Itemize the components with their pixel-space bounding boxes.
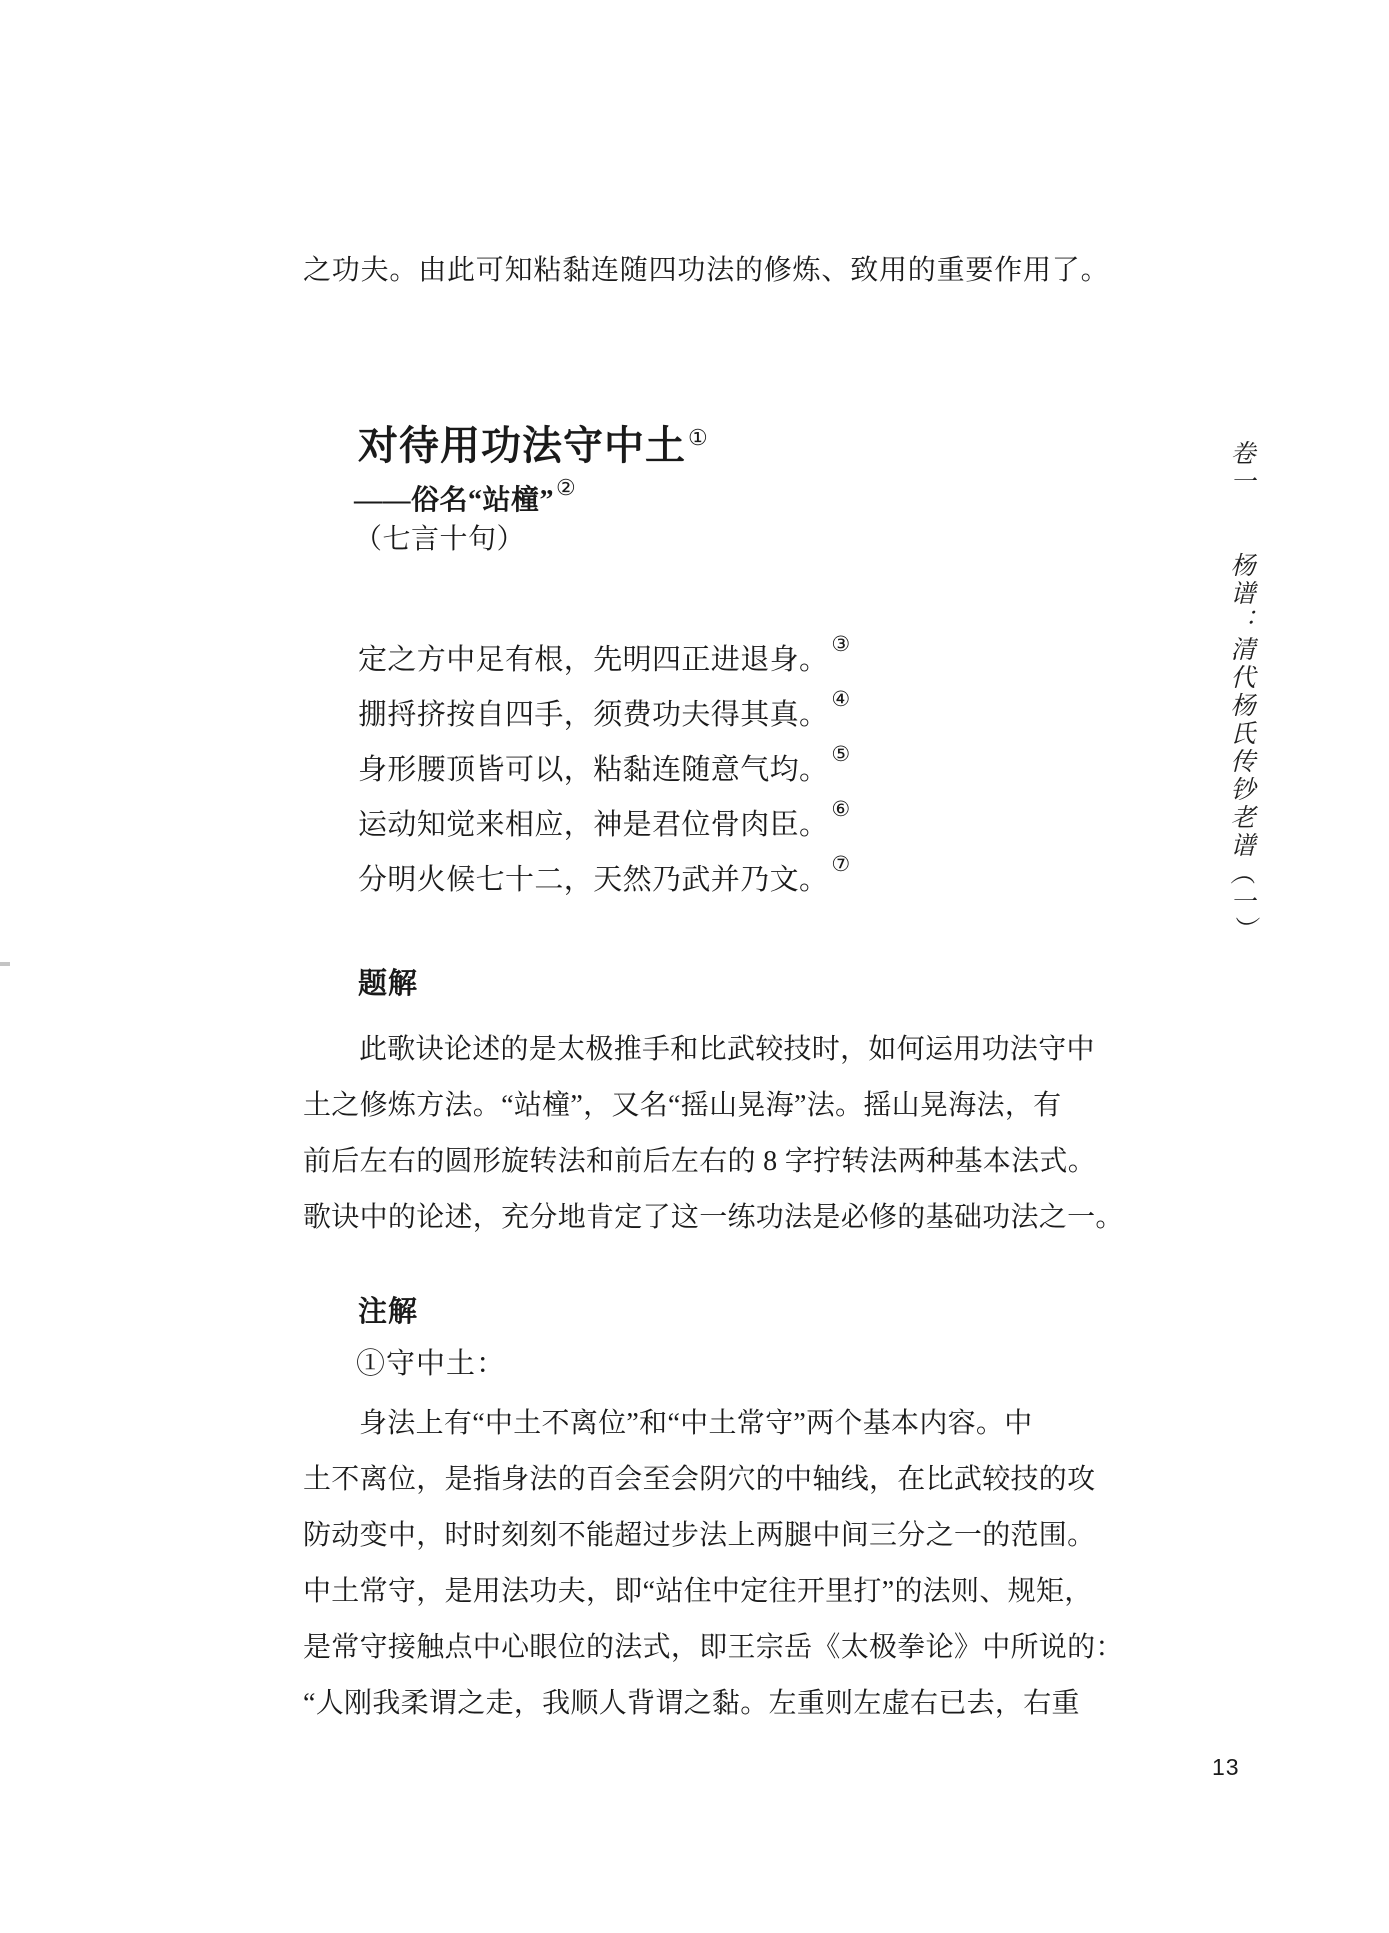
poem-title-text: 对待用功法守中土 (358, 423, 686, 468)
zhujie-paragraph (303, 1396, 1124, 1732)
text-line: 土不离位，是指身法的百会至会阴穴的中轴线，在比武较技的攻 (303, 1464, 1096, 1495)
note-item-label: ①守中土： (356, 1348, 507, 1380)
verse-line (358, 795, 851, 850)
verse-note-ref: ⑥ (831, 797, 851, 821)
verse-text: 分明火候七十二，天然乃武并乃文。 (358, 864, 829, 896)
page-number: 13 (1212, 1754, 1240, 1780)
tijie-paragraph (303, 1022, 1124, 1246)
poem-subtitle (354, 470, 576, 519)
verse-text: 身形腰顶皆可以，粘黏连随意气均。 (358, 754, 829, 786)
poem-subtitle-text: ——俗名“站橦” (354, 485, 555, 516)
verse-note-ref: ⑤ (831, 742, 851, 766)
title-note-ref: ① (688, 425, 709, 450)
poem-title (358, 414, 709, 470)
text-line: 中土常守，是用法功夫，即“站住中定往开里打”的法则、规矩， (303, 1576, 1093, 1607)
text-line: 防动变中，时时刻刻不能超过步法上两腿中间三分之一的范围。 (303, 1520, 1096, 1551)
text-line: 土之修炼方法。“站橦”，又名“摇山晃海”法。摇山晃海法，有 (303, 1090, 1062, 1121)
poem-meter: （七言十句） (354, 524, 526, 555)
verse-line (358, 685, 851, 740)
text-line: “人刚我柔谓之走，我顺人背谓之黏。左重则左虚右已去，右重 (303, 1688, 1080, 1719)
verse-line (358, 630, 851, 685)
verse-line (358, 740, 851, 795)
poem-verses (358, 630, 851, 905)
verse-text: 定之方中足有根，先明四正进退身。 (358, 644, 829, 676)
zhujie-heading: 注解 (358, 1296, 419, 1328)
paragraph-continuation: 之功夫。由此可知粘黏连随四功法的修炼、致用的重要作用了。 (303, 255, 1110, 286)
text-line: 此歌诀论述的是太极推手和比武较技时，如何运用功法守中 (359, 1034, 1095, 1065)
folio-sidebar: 卷一 杨谱：清代杨氏传钞老谱（一） (1227, 440, 1254, 944)
edge-mark (0, 962, 10, 966)
verse-text: 运动知觉来相应，神是君位骨肉臣。 (358, 809, 829, 841)
subtitle-note-ref: ② (556, 475, 577, 500)
verse-text: 掤捋挤按自四手，须费功夫得其真。 (358, 699, 829, 731)
text-line: 是常守接触点中心眼位的法式，即王宗岳《太极拳论》中所说的： (303, 1632, 1124, 1663)
text-line: 身法上有“中土不离位”和“中土常守”两个基本内容。中 (359, 1408, 1033, 1439)
verse-note-ref: ⑦ (831, 852, 851, 876)
verse-note-ref: ③ (831, 632, 851, 656)
tijie-heading: 题解 (358, 968, 419, 1000)
text-line: 歌诀中的论述，充分地肯定了这一练功法是必修的基础功法之一。 (303, 1202, 1124, 1233)
verse-line (358, 850, 851, 905)
verse-note-ref: ④ (831, 687, 851, 711)
text-line: 前后左右的圆形旋转法和前后左右的 8 字拧转法两种基本法式。 (303, 1146, 1097, 1177)
